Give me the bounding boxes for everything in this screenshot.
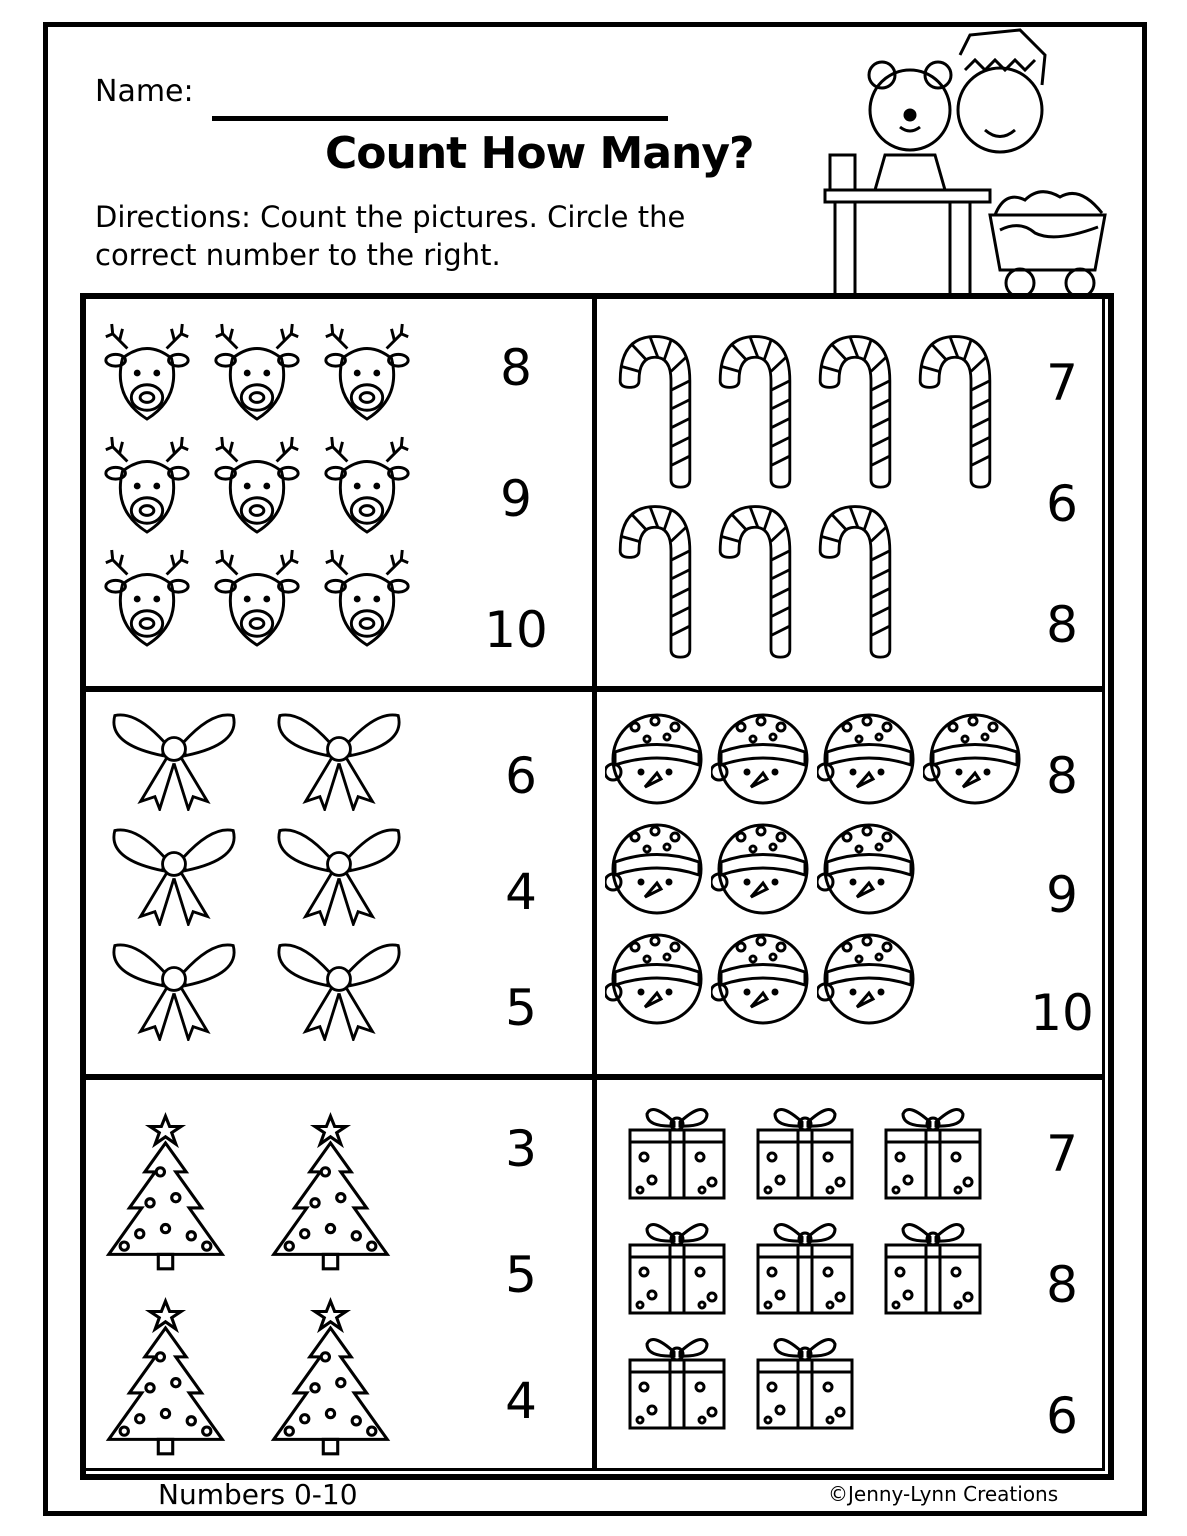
answer-choice[interactable]: 5 — [505, 979, 537, 1037]
christmas-tree-icon — [263, 1295, 428, 1480]
present-icon — [622, 1217, 750, 1332]
christmas-tree-icon — [98, 1110, 263, 1295]
answer-choices — [1027, 354, 1097, 654]
footer-copyright: ©Jenny-Lynn Creations — [828, 1482, 1059, 1506]
answer-choice[interactable]: 4 — [505, 1372, 537, 1430]
present-icon — [750, 1217, 878, 1332]
picture-row — [622, 1332, 1006, 1447]
answer-choice[interactable]: 4 — [505, 863, 537, 921]
panel-candy-canes — [594, 296, 1105, 689]
picture-row — [605, 707, 1029, 817]
picture-row — [104, 706, 434, 821]
reindeer-icon — [208, 432, 318, 545]
picture-row — [605, 817, 1029, 927]
picture-row — [605, 927, 1029, 1037]
picture-row — [98, 1110, 428, 1295]
answer-choice[interactable]: 6 — [1046, 475, 1078, 533]
answer-choices — [1027, 747, 1097, 1042]
answer-choice[interactable]: 5 — [505, 1246, 537, 1304]
answer-choices — [486, 1120, 556, 1430]
picture-row — [622, 1217, 1006, 1332]
snowman-icon — [817, 707, 923, 817]
snowman-icon — [605, 707, 711, 817]
candy-cane-icon — [609, 329, 709, 499]
reindeer-icon — [318, 319, 428, 432]
bow-icon — [104, 936, 269, 1051]
directions-text: Directions: Count the pictures. Circle the correct number to the right. — [95, 200, 686, 272]
snowman-icon — [711, 817, 817, 927]
page-title: Count How Many? — [325, 128, 754, 179]
present-icon — [750, 1332, 878, 1447]
bow-icon — [269, 706, 434, 821]
candy-cane-icon — [609, 499, 709, 669]
candy-cane-icon — [709, 499, 809, 669]
reindeer-icon — [98, 319, 208, 432]
picture-row — [98, 319, 428, 432]
bow-icon — [104, 706, 269, 821]
answer-choice[interactable]: 8 — [1046, 596, 1078, 654]
pictures-reindeer — [98, 319, 428, 658]
pictures-trees — [98, 1110, 428, 1480]
reindeer-icon — [208, 319, 318, 432]
answer-choice[interactable]: 7 — [1046, 1125, 1078, 1183]
picture-row — [622, 1102, 1006, 1217]
candy-cane-icon — [809, 329, 909, 499]
answer-choice[interactable]: 9 — [500, 470, 532, 528]
answer-choice[interactable]: 9 — [1046, 865, 1078, 924]
picture-row — [98, 545, 428, 658]
bow-icon — [269, 936, 434, 1051]
picture-row — [104, 821, 434, 936]
bow-icon — [269, 821, 434, 936]
snowman-icon — [605, 817, 711, 927]
answer-choice[interactable]: 8 — [1046, 1256, 1078, 1314]
name-input-line[interactable] — [212, 116, 668, 121]
name-label: Name: — [95, 74, 194, 109]
present-icon — [878, 1217, 1006, 1332]
present-icon — [750, 1102, 878, 1217]
snowman-icon — [711, 707, 817, 817]
answer-choice[interactable]: 8 — [500, 339, 532, 397]
snowman-icon — [923, 707, 1029, 817]
present-icon — [878, 1102, 1006, 1217]
pictures-candy-canes — [609, 329, 1009, 669]
picture-row — [98, 1295, 428, 1480]
answer-choice[interactable]: 8 — [1046, 747, 1078, 805]
answer-choice[interactable]: 10 — [484, 601, 548, 659]
pictures-bows — [104, 706, 434, 1051]
present-icon — [622, 1332, 750, 1447]
snowman-icon — [605, 927, 711, 1037]
panel-presents — [594, 1077, 1105, 1471]
panel-reindeer — [83, 296, 595, 689]
pictures-snowmen — [605, 707, 1029, 1037]
snowman-icon — [817, 817, 923, 927]
present-icon — [622, 1102, 750, 1217]
picture-row — [609, 499, 1009, 669]
answer-choices — [481, 339, 551, 659]
snowman-icon — [817, 927, 923, 1037]
candy-cane-icon — [909, 329, 1009, 499]
footer-subject: Numbers 0-10 — [158, 1478, 358, 1511]
christmas-tree-icon — [98, 1295, 263, 1480]
candy-cane-icon — [709, 329, 809, 499]
reindeer-icon — [98, 545, 208, 658]
answer-choice[interactable]: 6 — [505, 747, 537, 805]
panel-bows — [83, 689, 595, 1077]
reindeer-icon — [318, 432, 428, 545]
snowman-icon — [711, 927, 817, 1037]
picture-row — [104, 936, 434, 1051]
answer-choice[interactable]: 10 — [1030, 984, 1094, 1042]
reindeer-icon — [318, 545, 428, 658]
christmas-tree-icon — [263, 1110, 428, 1295]
picture-row — [98, 432, 428, 545]
elf-and-teddy-bear-illustration — [820, 15, 1120, 300]
panel-trees — [83, 1077, 595, 1471]
answer-choices — [1027, 1125, 1097, 1445]
answer-choice[interactable]: 3 — [505, 1120, 537, 1178]
reindeer-icon — [98, 432, 208, 545]
pictures-presents — [622, 1102, 1006, 1447]
answer-choice[interactable]: 7 — [1046, 354, 1078, 412]
picture-row — [609, 329, 1009, 499]
reindeer-icon — [208, 545, 318, 658]
bow-icon — [104, 821, 269, 936]
answer-choice[interactable]: 6 — [1046, 1387, 1078, 1445]
panel-snowmen — [594, 689, 1105, 1077]
answer-choices — [486, 747, 556, 1037]
candy-cane-icon — [809, 499, 909, 669]
